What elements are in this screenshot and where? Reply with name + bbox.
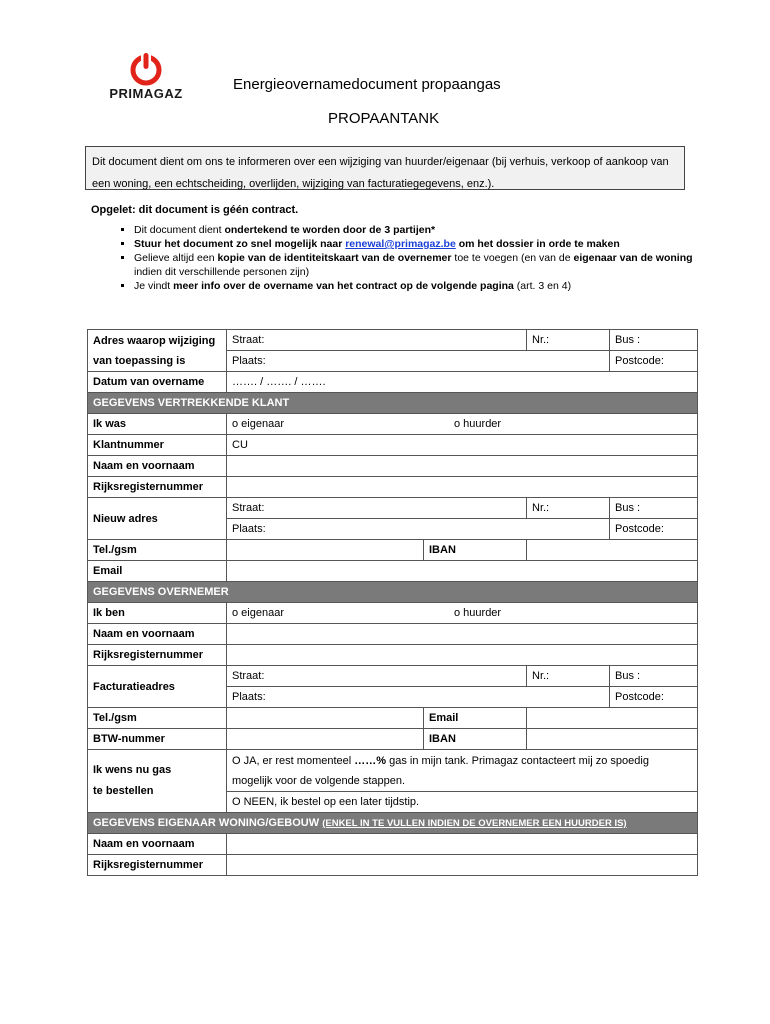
phone-label: Tel./gsm [88,540,227,561]
iban-field[interactable] [527,729,698,750]
rrn-field[interactable] [227,645,698,666]
takeover-form [87,329,698,876]
ik-ben-options[interactable]: o eigenaar o huurder [227,603,698,624]
date-field[interactable]: ……. / ……. / ……. [227,372,698,393]
ik-was-options[interactable]: o eigenaar o huurder [227,414,698,435]
nr-field[interactable]: Nr.: [527,666,610,687]
intro-box: Dit document dient om ons te informeren over een wijziging van huurder/eigenaar (bij verhuis, verkoop of aankoop van een woning, een echtscheiding, overlijden, wijziging van facturatiegegevens, enz.). [85,146,685,190]
city-field[interactable]: Plaats: [227,687,610,708]
ik-ben-label: Ik ben [88,603,227,624]
name-field[interactable] [227,834,698,855]
logo-text: PRIMAGAZ [109,86,183,101]
warning-text: Opgelet: dit document is géén contract. [91,204,299,216]
name-label: Naam en voornaam [88,834,227,855]
phone-field[interactable] [227,540,424,561]
name-field[interactable] [227,624,698,645]
iban-field[interactable] [527,540,698,561]
vat-field[interactable] [227,729,424,750]
email-label: Email [88,561,227,582]
rrn-label: Rijksregisternummer [88,477,227,498]
name-label: Naam en voornaam [88,624,227,645]
email-field[interactable] [527,708,698,729]
rrn-field[interactable] [227,855,698,876]
rrn-label: Rijksregisternummer [88,855,227,876]
list-item: ▪ Stuur het document zo snel mogelijk naar renewal@primagaz.be om het dossier in orde te maken [134,237,694,251]
document-subtitle: PROPAANTANK [328,110,440,127]
power-icon [100,52,192,86]
section-owner-note: (ENKEL IN TE VULLEN INDIEN DE OVERNEMER EEN HUURDER IS) [322,818,627,829]
billing-address-label: Facturatieadres [88,666,227,708]
street-field[interactable]: Straat: [227,330,527,351]
ik-was-label: Ik was [88,414,227,435]
city-field[interactable]: Plaats: [227,351,610,372]
client-nr-field[interactable]: CU [227,435,698,456]
nr-field[interactable]: Nr.: [527,498,610,519]
list-item: ▪ Gelieve altijd een kopie van de identiteitskaart van de overnemer toe te voegen (en van de eigenaar van de woning indien dit verschillende personen zijn) [134,251,694,279]
vat-label: BTW-nummer [88,729,227,750]
email-label: Email [424,708,527,729]
section-new-client: GEGEVENS OVERNEMER [88,582,698,603]
order-no-option[interactable]: O NEEN, ik bestel op een later tijdstip. [227,792,698,813]
iban-label: IBAN [424,729,527,750]
iban-label: IBAN [424,540,527,561]
bus-field[interactable]: Bus : [610,498,698,519]
phone-label: Tel./gsm [88,708,227,729]
nr-field[interactable]: Nr.: [527,330,610,351]
street-field[interactable]: Straat: [227,666,527,687]
postcode-field[interactable]: Postcode: [610,687,698,708]
postcode-field[interactable]: Postcode: [610,519,698,540]
name-label: Naam en voornaam [88,456,227,477]
city-field[interactable]: Plaats: [227,519,610,540]
name-field[interactable] [227,456,698,477]
section-leaving-client: GEGEVENS VERTREKKENDE KLANT [88,393,698,414]
bus-field[interactable]: Bus : [610,330,698,351]
phone-field[interactable] [227,708,424,729]
address-label: Adres waarop wijziging van toepassing is [88,330,227,372]
instruction-list [112,223,694,293]
postcode-field[interactable]: Postcode: [610,351,698,372]
primagaz-logo [100,52,192,102]
date-label: Datum van overname [88,372,227,393]
list-item: ▪ Je vindt meer info over de overname van het contract op de volgende pagina (art. 3 en 4) [134,279,694,293]
order-gas-label: Ik wens nu gas te bestellen [88,750,227,813]
street-field[interactable]: Straat: [227,498,527,519]
order-yes-option[interactable]: O JA, er rest momenteel ……% gas in mijn tank. Primagaz contacteert mij zo spoedig mogelijk voor de volgende stappen. [227,750,698,792]
client-nr-label: Klantnummer [88,435,227,456]
document-title: Energieovernamedocument propaangas [233,76,501,93]
new-address-label: Nieuw adres [88,498,227,540]
bus-field[interactable]: Bus : [610,666,698,687]
rrn-field[interactable] [227,477,698,498]
email-field[interactable] [227,561,698,582]
list-item: ▪ Dit document dient ondertekend te worden door de 3 partijen* [134,223,694,237]
rrn-label: Rijksregisternummer [88,645,227,666]
section-owner: GEGEVENS EIGENAAR WONING/GEBOUW (ENKEL IN TE VULLEN INDIEN DE OVERNEMER EEN HUURDER IS) [88,813,698,834]
email-link[interactable]: renewal@primagaz.be [345,238,456,250]
